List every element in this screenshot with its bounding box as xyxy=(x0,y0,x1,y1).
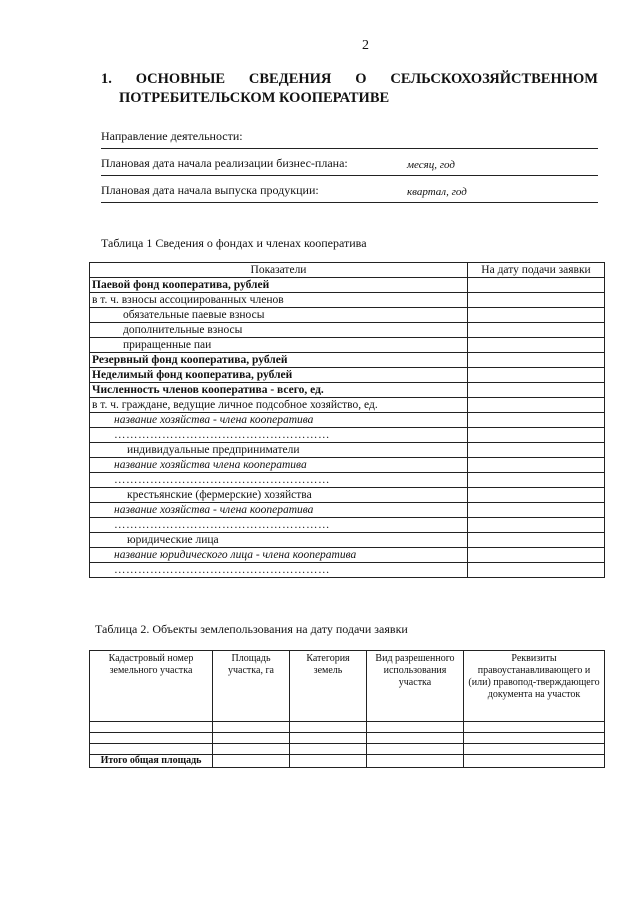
table-row xyxy=(90,413,605,428)
row-label: крестьянские (фермерские) хозяйства xyxy=(90,488,468,503)
value-cell[interactable] xyxy=(468,563,605,578)
header-cell: Площадь участка, га xyxy=(213,651,290,722)
row-label: название хозяйства - члена кооператива xyxy=(90,503,468,518)
table-row xyxy=(90,398,605,413)
value-cell[interactable] xyxy=(464,755,605,768)
table-row xyxy=(90,323,605,338)
table-row xyxy=(90,308,605,323)
value-cell[interactable] xyxy=(290,722,367,733)
table-row xyxy=(90,443,605,458)
table-row xyxy=(90,353,605,368)
table-row xyxy=(90,533,605,548)
value-cell[interactable] xyxy=(468,368,605,383)
table2-land-use xyxy=(89,650,605,768)
row-label: Паевой фонд кооператива, рублей xyxy=(90,278,468,293)
activity-direction-field[interactable] xyxy=(101,124,598,149)
value-cell[interactable] xyxy=(468,443,605,458)
value-cell[interactable] xyxy=(468,428,605,443)
row-label: индивидуальные предприниматели xyxy=(90,443,468,458)
value-cell[interactable] xyxy=(468,278,605,293)
value-cell[interactable] xyxy=(468,473,605,488)
value-cell[interactable] xyxy=(468,413,605,428)
header-cell: Вид разрешенного использования участка xyxy=(367,651,464,722)
value-cell[interactable] xyxy=(90,733,213,744)
value-cell[interactable] xyxy=(90,722,213,733)
value-cell[interactable] xyxy=(367,722,464,733)
value-cell[interactable] xyxy=(468,488,605,503)
field-value: квартал, год xyxy=(407,186,467,198)
value-cell[interactable] xyxy=(367,755,464,768)
value-cell[interactable] xyxy=(213,755,290,768)
row-label: название хозяйства члена кооператива xyxy=(90,458,468,473)
table-row xyxy=(90,503,605,518)
table-header-row xyxy=(90,651,605,722)
header-cell: На дату подачи заявки xyxy=(468,263,605,278)
table-row xyxy=(90,744,605,755)
row-label: в т. ч. граждане, ведущие личное подсобное хозяйство, ед. xyxy=(90,398,468,413)
table1-caption: Таблица 1 Сведения о фондах и членах кооператива xyxy=(101,236,367,250)
page-number: 2 xyxy=(362,38,369,53)
field-value: месяц, год xyxy=(407,159,455,171)
value-cell[interactable] xyxy=(468,308,605,323)
row-label: название хозяйства - члена кооператива xyxy=(90,413,468,428)
row-label: обязательные паевые взносы xyxy=(90,308,468,323)
table-row xyxy=(90,722,605,733)
row-label: ……………………………………………… xyxy=(90,428,468,443)
header-cell: Показатели xyxy=(90,263,468,278)
value-cell[interactable] xyxy=(464,744,605,755)
table2-caption: Таблица 2. Объекты землепользования на дату подачи заявки xyxy=(95,622,408,636)
value-cell[interactable] xyxy=(464,733,605,744)
row-label: дополнительные взносы xyxy=(90,323,468,338)
table-row xyxy=(90,518,605,533)
value-cell[interactable] xyxy=(468,398,605,413)
table-row xyxy=(90,488,605,503)
value-cell[interactable] xyxy=(468,458,605,473)
section-heading-line2: ПОТРЕБИТЕЛЬСКОМ КООПЕРАТИВЕ xyxy=(119,90,390,106)
row-label: название юридического лица - члена кооператива xyxy=(90,548,468,563)
value-cell[interactable] xyxy=(367,733,464,744)
field-label: Направление деятельности: xyxy=(101,129,243,143)
value-cell[interactable] xyxy=(213,744,290,755)
field-label: Плановая дата начала реализации бизнес-плана: xyxy=(101,156,348,170)
value-cell[interactable] xyxy=(464,722,605,733)
table-row xyxy=(90,733,605,744)
table-row xyxy=(90,278,605,293)
value-cell[interactable] xyxy=(367,744,464,755)
table-row xyxy=(90,368,605,383)
table-row xyxy=(90,548,605,563)
row-label: ……………………………………………… xyxy=(90,518,468,533)
table-total-row xyxy=(90,755,605,768)
row-label: приращенные паи xyxy=(90,338,468,353)
value-cell[interactable] xyxy=(468,548,605,563)
total-label: Итого общая площадь xyxy=(90,755,213,768)
value-cell[interactable] xyxy=(468,323,605,338)
value-cell[interactable] xyxy=(468,503,605,518)
table-row xyxy=(90,473,605,488)
plan-start-date-field[interactable] xyxy=(101,151,598,176)
header-cell: Реквизиты правоустанавливающего и (или) правопод-тверждающего документа на участок xyxy=(464,651,605,722)
field-label: Плановая дата начала выпуска продукции: xyxy=(101,183,319,197)
table-row xyxy=(90,428,605,443)
production-start-date-field[interactable] xyxy=(101,178,598,203)
value-cell[interactable] xyxy=(213,733,290,744)
row-label: ……………………………………………… xyxy=(90,563,468,578)
table-row xyxy=(90,383,605,398)
value-cell[interactable] xyxy=(290,744,367,755)
value-cell[interactable] xyxy=(290,733,367,744)
table-row xyxy=(90,338,605,353)
row-label: в т. ч. взносы ассоциированных членов xyxy=(90,293,468,308)
value-cell[interactable] xyxy=(468,383,605,398)
table-row xyxy=(90,563,605,578)
section-heading-line1: 1. ОСНОВНЫЕ СВЕДЕНИЯ О СЕЛЬСКОХОЗЯЙСТВЕННОМ xyxy=(101,71,598,87)
table-row xyxy=(90,293,605,308)
row-label: юридические лица xyxy=(90,533,468,548)
header-cell: Категория земель xyxy=(290,651,367,722)
row-label: Неделимый фонд кооператива, рублей xyxy=(90,368,468,383)
value-cell[interactable] xyxy=(468,353,605,368)
value-cell[interactable] xyxy=(468,338,605,353)
row-label: Численность членов кооператива - всего, ед. xyxy=(90,383,468,398)
table1-funds-members xyxy=(89,262,605,578)
table-row xyxy=(90,458,605,473)
value-cell[interactable] xyxy=(468,293,605,308)
value-cell[interactable] xyxy=(213,722,290,733)
value-cell[interactable] xyxy=(468,518,605,533)
row-label: ……………………………………………… xyxy=(90,473,468,488)
table-header-row xyxy=(90,263,605,278)
value-cell[interactable] xyxy=(90,744,213,755)
header-cell: Кадастровый номер земельного участка xyxy=(90,651,213,722)
value-cell[interactable] xyxy=(290,755,367,768)
row-label: Резервный фонд кооператива, рублей xyxy=(90,353,468,368)
value-cell[interactable] xyxy=(468,533,605,548)
